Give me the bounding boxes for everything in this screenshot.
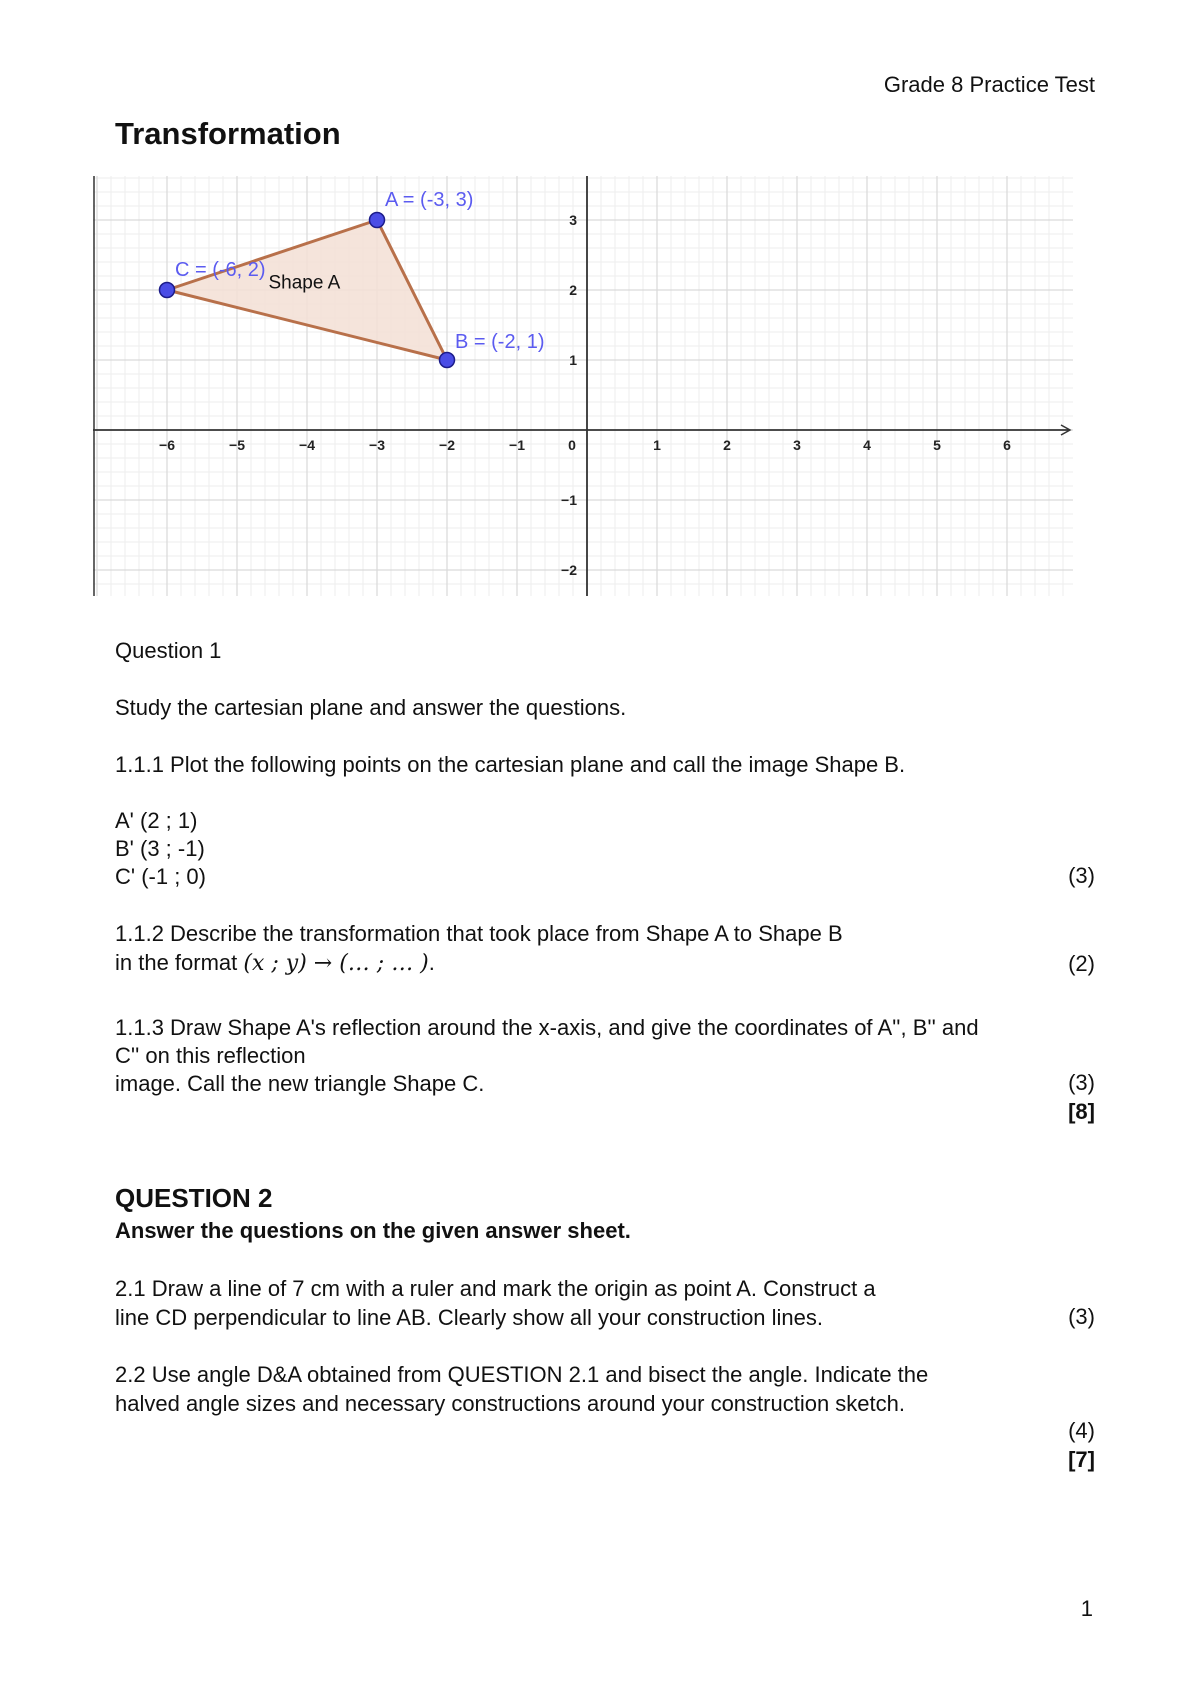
point-b-label: B = (-2, 1) (455, 331, 545, 353)
x-tick-label: 3 (793, 437, 801, 453)
question-1-1-2-mark: (2) (1068, 951, 1095, 976)
shape-a-label: Shape A (268, 272, 341, 294)
question-2-total: [7] (1068, 1447, 1095, 1472)
x-tick-label: −1 (509, 437, 525, 453)
question-1-1-3-mark: (3) (1068, 1070, 1095, 1095)
x-tick-label: −6 (159, 437, 175, 453)
x-tick-label: −2 (439, 437, 455, 453)
question-1-1-2-formula: (x ; y) → (… ; … ) (243, 951, 429, 976)
y-tick-label: 3 (569, 212, 577, 228)
minor-gridlines (93, 176, 1073, 596)
question-1-1-2-prefix: in the format (115, 950, 244, 975)
question-1-intro: Study the cartesian plane and answer the questions. (115, 695, 627, 720)
point-c-label: C = (-6, 2) (175, 259, 266, 281)
question-2-heading: QUESTION 2 (115, 1183, 273, 1213)
question-1-1-2-line1: 1.1.2 Describe the transformation that took place from Shape A to Shape B (115, 921, 843, 946)
x-tick-label: 2 (723, 437, 731, 453)
major-gridlines (93, 176, 1073, 596)
question-1-1-3-line1: 1.1.3 Draw Shape A's reflection around the x-axis, and give the coordinates of A'', B'' and (115, 1015, 979, 1040)
question-2-subheading: Answer the questions on the given answer sheet. (115, 1218, 631, 1243)
question-2-2-mark: (4) (1068, 1418, 1095, 1443)
y-tick-label: 1 (569, 352, 577, 368)
question-2-1-line1: 2.1 Draw a line of 7 cm with a ruler and mark the origin as point A. Construct a (115, 1276, 876, 1301)
point-a-prime: A' (2 ; 1) (115, 808, 198, 833)
question-1-1-3-line2: C'' on this reflection (115, 1043, 306, 1068)
y-tick-label: −1 (561, 492, 577, 508)
question-2-2-line2: halved angle sizes and necessary constructions around your construction sketch. (115, 1391, 905, 1416)
x-tick-label: 0 (568, 437, 576, 453)
x-tick-label: −4 (299, 437, 315, 453)
point-a (370, 213, 385, 228)
question-2-2-line1: 2.2 Use angle D&A obtained from QUESTION 2.1 and bisect the angle. Indicate the (115, 1362, 929, 1387)
question-1-total: [8] (1068, 1099, 1095, 1124)
question-2-1-line2: line CD perpendicular to line AB. Clearly show all your construction lines. (115, 1305, 824, 1330)
test-title: Grade 8 Practice Test (883, 72, 1095, 97)
point-c (160, 283, 175, 298)
point-c-prime: C' (-1 ; 0) (115, 864, 206, 889)
point-a-label: A = (-3, 3) (385, 189, 474, 211)
y-tick-label: 2 (569, 282, 577, 298)
question-1-heading: Question 1 (115, 638, 222, 663)
page-number: 1 (1080, 1596, 1093, 1621)
shape-a (160, 189, 545, 368)
point-b (440, 353, 455, 368)
x-tick-label: −3 (369, 437, 385, 453)
question-1-1-2-suffix: . (428, 950, 435, 975)
question-1-1-3-line3: image. Call the new triangle Shape C. (115, 1071, 485, 1096)
x-tick-label: −5 (229, 437, 245, 453)
question-1-1-2-line2 (115, 949, 435, 978)
question-1-1-1: 1.1.1 Plot the following points on the cartesian plane and call the image Shape B. (115, 752, 906, 777)
question-1-1-1-mark: (3) (1068, 863, 1095, 888)
x-tick-label: 5 (933, 437, 941, 453)
y-tick-label: −2 (561, 562, 577, 578)
page-title: Transformation (115, 116, 341, 151)
x-tick-label: 1 (653, 437, 661, 453)
x-tick-label: 6 (1003, 437, 1011, 453)
cartesian-plane (93, 176, 1073, 596)
question-2-1-mark: (3) (1068, 1304, 1095, 1329)
point-b-prime: B' (3 ; -1) (115, 836, 205, 861)
x-tick-label: 4 (863, 437, 871, 453)
